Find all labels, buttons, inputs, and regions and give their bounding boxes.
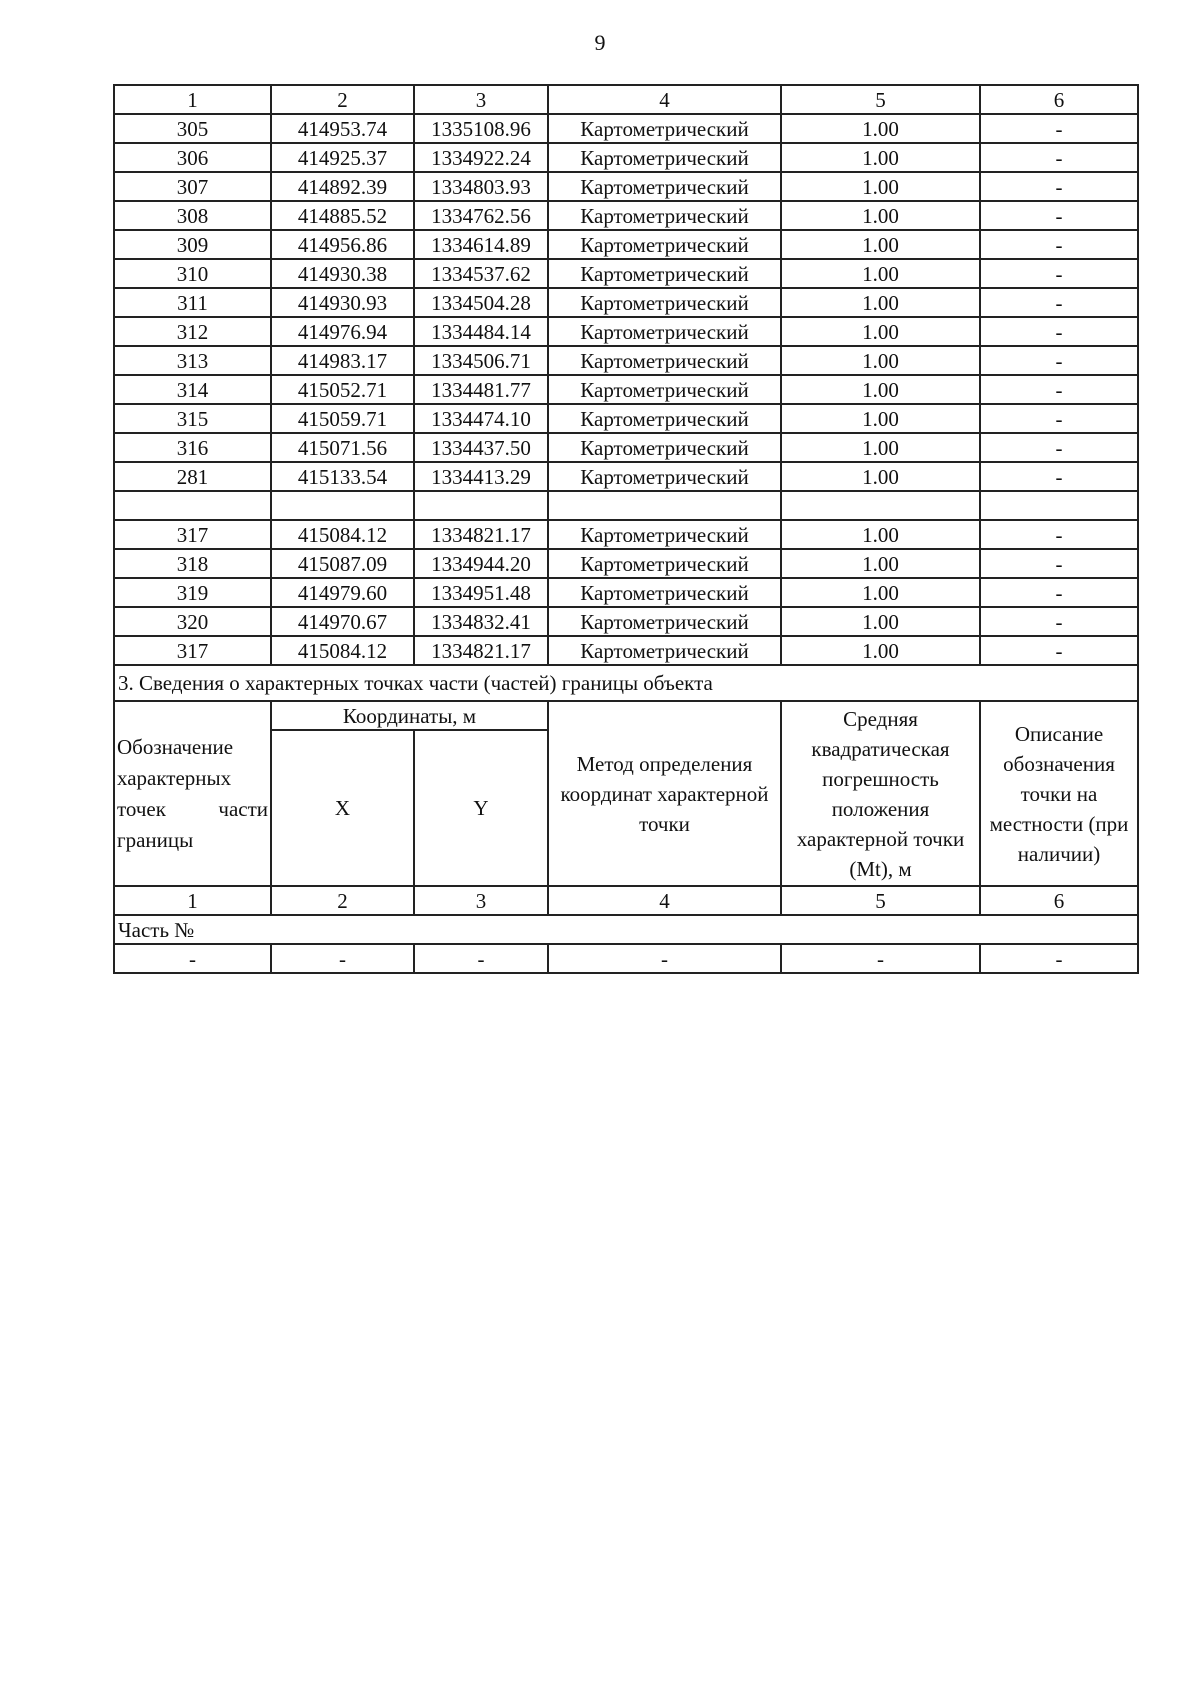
column-number: 5	[781, 886, 980, 915]
column-number: 2	[271, 886, 414, 915]
table-cell: Картометрический	[548, 433, 781, 462]
table-cell: Картометрический	[548, 317, 781, 346]
table-cell: 312	[114, 317, 271, 346]
table-cell: 414885.52	[271, 201, 414, 230]
table-cell: 1.00	[781, 114, 980, 143]
table-row	[114, 404, 1138, 433]
table-cell: 1334922.24	[414, 143, 548, 172]
column-number: 1	[114, 886, 271, 915]
table-cell: 1334821.17	[414, 636, 548, 665]
table-cell: -	[548, 944, 781, 973]
table-cell: 415059.71	[271, 404, 414, 433]
empty-part-row	[114, 944, 1138, 973]
column-number: 4	[548, 886, 781, 915]
column-number: 3	[414, 85, 548, 114]
table-cell: 414976.94	[271, 317, 414, 346]
table-cell: 307	[114, 172, 271, 201]
header-designation	[114, 701, 271, 886]
header-method: Метод определения координат характерной точки	[548, 701, 781, 886]
table-cell: -	[980, 172, 1138, 201]
header-y: Y	[414, 730, 548, 886]
table-row	[114, 317, 1138, 346]
table-cell: 305	[114, 114, 271, 143]
header-coordinates: Координаты, м	[271, 701, 548, 730]
table-cell: 319	[114, 578, 271, 607]
column-number: 6	[980, 886, 1138, 915]
table-row	[114, 288, 1138, 317]
table-cell: 1.00	[781, 259, 980, 288]
header-designation-line: границы	[117, 827, 194, 852]
table-cell: 1334484.14	[414, 317, 548, 346]
table-cell: -	[980, 143, 1138, 172]
header-designation-line: характерных	[117, 765, 232, 790]
table-cell: Картометрический	[548, 607, 781, 636]
table-cell: 414953.74	[271, 114, 414, 143]
table-cell: 1335108.96	[414, 114, 548, 143]
table-cell: -	[980, 944, 1138, 973]
table-cell: Картометрический	[548, 404, 781, 433]
section-header-row-1	[114, 701, 1138, 730]
column-numbers-row	[114, 85, 1138, 114]
column-number: 6	[980, 85, 1138, 114]
table-cell: 308	[114, 201, 271, 230]
blank-row	[114, 491, 1138, 520]
section-title-row	[114, 665, 1138, 701]
table-cell: -	[980, 259, 1138, 288]
table-cell: -	[980, 578, 1138, 607]
table-cell: -	[980, 288, 1138, 317]
table-cell: 316	[114, 433, 271, 462]
table-cell: 1.00	[781, 404, 980, 433]
table-cell: 320	[114, 607, 271, 636]
table-cell: -	[980, 607, 1138, 636]
table-cell: 1334951.48	[414, 578, 548, 607]
table-cell: Картометрический	[548, 201, 781, 230]
table-cell: 1.00	[781, 578, 980, 607]
table-cell: Картометрический	[548, 375, 781, 404]
table-cell: 1334437.50	[414, 433, 548, 462]
table-row	[114, 114, 1138, 143]
table-cell: Картометрический	[548, 636, 781, 665]
table-cell: Картометрический	[548, 143, 781, 172]
table-row	[114, 201, 1138, 230]
table-cell: -	[114, 944, 271, 973]
table-cell: Картометрический	[548, 462, 781, 491]
table-cell: 318	[114, 549, 271, 578]
table-cell: 415084.12	[271, 520, 414, 549]
column-number: 5	[781, 85, 980, 114]
table-cell: Картометрический	[548, 230, 781, 259]
coordinates-table	[113, 84, 1139, 974]
header-description: Описание обозначения точки на местности (при наличии)	[980, 701, 1138, 886]
table-cell: Картометрический	[548, 346, 781, 375]
column-number: 2	[271, 85, 414, 114]
header-x: X	[271, 730, 414, 886]
table-cell: 1334506.71	[414, 346, 548, 375]
table-cell: -	[980, 230, 1138, 259]
table-cell: -	[271, 944, 414, 973]
table-cell: 1334474.10	[414, 404, 548, 433]
table-cell: 311	[114, 288, 271, 317]
table-cell: -	[980, 433, 1138, 462]
table-cell: 414979.60	[271, 578, 414, 607]
table-cell: -	[980, 317, 1138, 346]
table-cell: 415084.12	[271, 636, 414, 665]
table-cell: 309	[114, 230, 271, 259]
table-cell: 317	[114, 520, 271, 549]
table-cell: 1.00	[781, 520, 980, 549]
section-column-numbers-row	[114, 886, 1138, 915]
table-cell: -	[781, 944, 980, 973]
part-label: Часть №	[114, 915, 1138, 944]
section-title: 3. Сведения о характерных точках части (частей) границы объекта	[114, 665, 1138, 701]
table-cell: 414892.39	[271, 172, 414, 201]
table-cell: 1334944.20	[414, 549, 548, 578]
table-cell: 415071.56	[271, 433, 414, 462]
part-label-row	[114, 915, 1138, 944]
table-cell: -	[414, 944, 548, 973]
table-cell: 1334504.28	[414, 288, 548, 317]
table-row	[114, 607, 1138, 636]
table-cell: 1.00	[781, 549, 980, 578]
table-cell: 1.00	[781, 288, 980, 317]
table-row	[114, 433, 1138, 462]
table-cell: 310	[114, 259, 271, 288]
table-cell: 1334614.89	[414, 230, 548, 259]
table-cell: 1334762.56	[414, 201, 548, 230]
table-cell: 1.00	[781, 346, 980, 375]
table-cell: Картометрический	[548, 259, 781, 288]
table-cell: 314	[114, 375, 271, 404]
table-cell: 415087.09	[271, 549, 414, 578]
table-cell: 414930.38	[271, 259, 414, 288]
table-cell: 281	[114, 462, 271, 491]
table-cell: Картометрический	[548, 172, 781, 201]
table-cell: 1.00	[781, 172, 980, 201]
table-cell: 414983.17	[271, 346, 414, 375]
table-cell: Картометрический	[548, 288, 781, 317]
table-cell: Картометрический	[548, 114, 781, 143]
column-number: 1	[114, 85, 271, 114]
table-cell: 415133.54	[271, 462, 414, 491]
table-cell: 1334832.41	[414, 607, 548, 636]
table-row	[114, 578, 1138, 607]
table-row	[114, 143, 1138, 172]
table-cell: Картометрический	[548, 578, 781, 607]
table-cell: 313	[114, 346, 271, 375]
table-cell: 1.00	[781, 607, 980, 636]
table-cell: 306	[114, 143, 271, 172]
table-cell: 1.00	[781, 201, 980, 230]
table-cell: Картометрический	[548, 549, 781, 578]
table-cell: 414925.37	[271, 143, 414, 172]
table-cell: -	[980, 636, 1138, 665]
table-cell: 414956.86	[271, 230, 414, 259]
table-row	[114, 549, 1138, 578]
table-row	[114, 230, 1138, 259]
table-cell: 1334803.93	[414, 172, 548, 201]
table-cell: 414970.67	[271, 607, 414, 636]
table-cell: 1.00	[781, 636, 980, 665]
table-cell: -	[980, 346, 1138, 375]
table-cell: -	[980, 520, 1138, 549]
table-row	[114, 172, 1138, 201]
table-cell: 1.00	[781, 317, 980, 346]
table-row	[114, 636, 1138, 665]
table-cell: Картометрический	[548, 520, 781, 549]
table-row	[114, 346, 1138, 375]
table-cell: 1.00	[781, 375, 980, 404]
table-cell: 1.00	[781, 462, 980, 491]
table-cell: -	[980, 549, 1138, 578]
table-cell: 1334537.62	[414, 259, 548, 288]
column-number: 4	[548, 85, 781, 114]
table-row	[114, 375, 1138, 404]
table-row	[114, 462, 1138, 491]
table-cell: 1.00	[781, 143, 980, 172]
header-designation-line: точек части	[117, 796, 268, 821]
header-error: Средняя квадратическая погрешность положения характерной точки (Mt), м	[781, 701, 980, 886]
table-cell: -	[980, 114, 1138, 143]
column-number: 3	[414, 886, 548, 915]
table-cell: -	[980, 375, 1138, 404]
table-cell: 1.00	[781, 230, 980, 259]
table-cell: 1334413.29	[414, 462, 548, 491]
table-cell: 415052.71	[271, 375, 414, 404]
table-cell: -	[980, 201, 1138, 230]
table-cell: 317	[114, 636, 271, 665]
table-cell: -	[980, 404, 1138, 433]
table-cell: 1334481.77	[414, 375, 548, 404]
table-cell: 1334821.17	[414, 520, 548, 549]
table-cell: 315	[114, 404, 271, 433]
table-cell: 414930.93	[271, 288, 414, 317]
header-designation-line: Обозначение	[117, 734, 234, 759]
table-row	[114, 259, 1138, 288]
page-number: 9	[594, 30, 606, 55]
table-cell: -	[980, 462, 1138, 491]
table-cell: 1.00	[781, 433, 980, 462]
table-row	[114, 520, 1138, 549]
